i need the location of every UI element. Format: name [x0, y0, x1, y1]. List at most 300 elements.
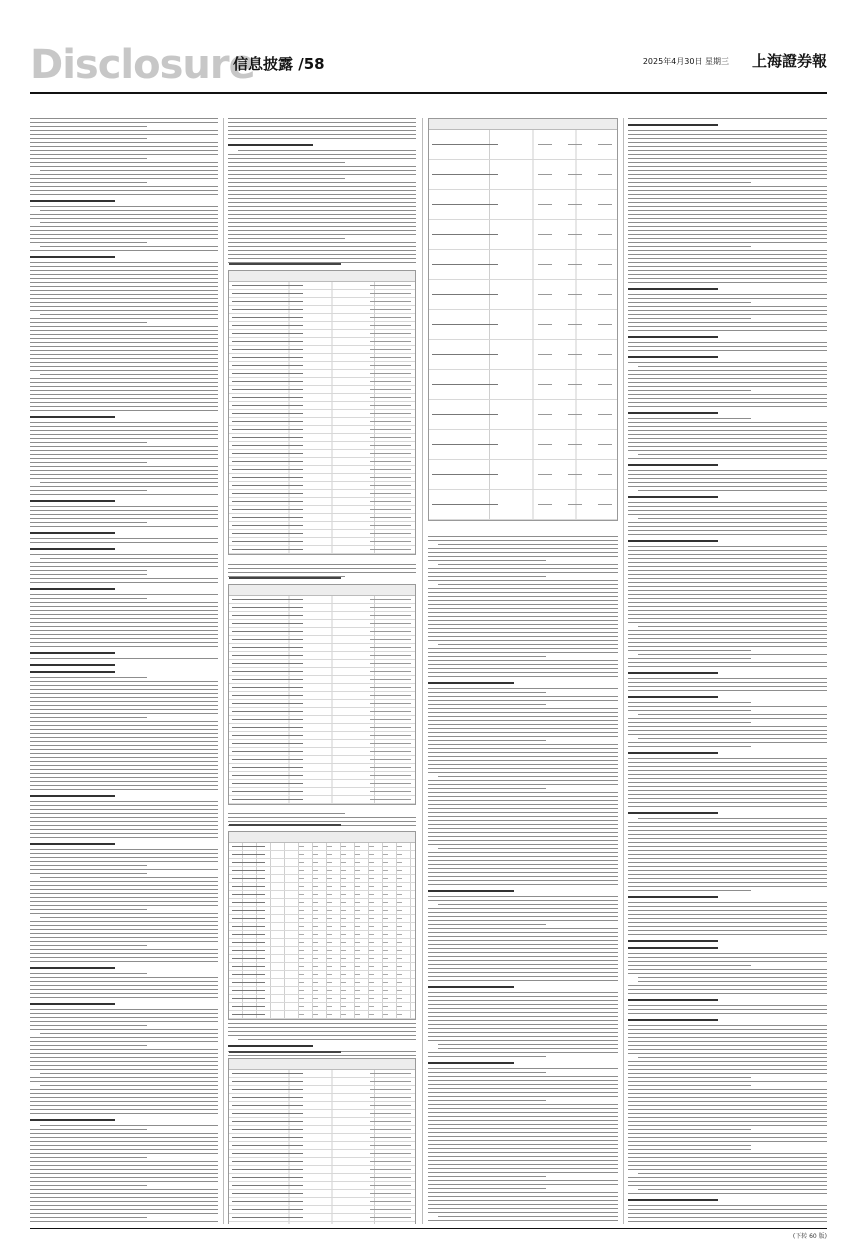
text-line — [628, 993, 827, 994]
text-line — [30, 338, 218, 339]
table-row — [229, 1182, 415, 1190]
text-line — [638, 366, 827, 367]
table-row — [229, 772, 415, 780]
text-line — [30, 1149, 218, 1150]
text-line — [628, 874, 827, 875]
text-line — [30, 857, 218, 858]
text-line — [628, 378, 827, 379]
table-row — [229, 1110, 415, 1118]
table-row — [229, 330, 415, 338]
text-line — [628, 186, 827, 187]
text-line — [638, 1189, 827, 1190]
text-line — [30, 777, 218, 778]
text-line — [428, 708, 618, 709]
text-line — [628, 1113, 827, 1114]
text-line — [628, 540, 718, 542]
text-line — [628, 570, 827, 571]
text-line — [30, 745, 218, 746]
column-2 — [228, 118, 416, 1224]
text-line — [30, 634, 218, 635]
text-line — [40, 877, 218, 878]
text-line — [628, 642, 827, 643]
body-text-block — [228, 1023, 416, 1059]
table-row — [229, 891, 415, 899]
text-line — [30, 454, 218, 455]
text-line — [30, 1069, 218, 1070]
text-line — [30, 677, 147, 678]
text-line — [228, 162, 345, 163]
text-line — [40, 482, 218, 483]
text-line — [428, 872, 618, 873]
text-line — [628, 802, 827, 803]
text-line — [628, 965, 751, 966]
text-line — [30, 358, 218, 359]
text-line — [30, 326, 218, 327]
text-line — [428, 816, 618, 817]
text-line — [30, 342, 218, 343]
text-line — [30, 881, 218, 882]
text-line — [30, 953, 218, 954]
text-line — [628, 918, 827, 919]
table-row — [229, 402, 415, 410]
text-line — [428, 852, 618, 853]
text-line — [228, 218, 416, 219]
table-row — [229, 418, 415, 426]
text-line — [30, 446, 218, 447]
table-row — [229, 1078, 415, 1086]
text-line — [628, 202, 827, 203]
text-line — [628, 1045, 827, 1046]
text-line — [428, 916, 618, 917]
text-line — [30, 1161, 218, 1162]
text-line — [30, 1197, 218, 1198]
table-row — [229, 931, 415, 939]
text-line — [628, 390, 751, 391]
text-line — [428, 682, 514, 684]
text-line — [638, 977, 827, 978]
table-row — [229, 620, 415, 628]
text-line — [30, 256, 115, 258]
text-line — [628, 658, 751, 659]
text-line — [30, 1213, 218, 1214]
text-line — [628, 1125, 827, 1126]
text-line — [30, 230, 218, 231]
text-line — [40, 1125, 218, 1126]
text-line — [228, 813, 345, 814]
text-line — [628, 742, 827, 743]
text-line — [30, 1129, 147, 1130]
text-line — [30, 602, 218, 603]
table-row — [229, 1102, 415, 1110]
text-line — [428, 1124, 618, 1125]
financial-table — [228, 1058, 416, 1224]
text-line — [30, 158, 147, 159]
text-line — [628, 262, 827, 263]
text-line — [30, 929, 218, 930]
text-line — [628, 686, 827, 687]
text-line — [228, 174, 416, 175]
table-row — [229, 947, 415, 955]
table-row — [429, 250, 617, 280]
text-line — [30, 761, 218, 762]
text-line — [30, 186, 218, 187]
text-line — [30, 322, 147, 323]
text-line — [628, 630, 827, 631]
text-line — [428, 844, 618, 845]
text-line — [30, 1177, 218, 1178]
text-line — [628, 254, 827, 255]
table-row — [229, 1190, 415, 1198]
text-line — [30, 853, 218, 854]
text-line — [428, 820, 618, 821]
text-line — [228, 1055, 416, 1056]
table-row — [229, 466, 415, 474]
text-line — [428, 692, 546, 693]
text-line — [228, 1035, 416, 1036]
text-line — [428, 976, 618, 977]
text-line — [30, 837, 218, 838]
text-line — [238, 1039, 416, 1040]
text-line — [428, 552, 618, 553]
text-line — [30, 685, 218, 686]
text-line — [628, 940, 718, 942]
text-line — [30, 554, 218, 555]
text-line — [628, 270, 827, 271]
text-line — [428, 724, 618, 725]
text-line — [228, 182, 416, 183]
column-divider — [223, 118, 224, 1224]
text-line — [628, 234, 827, 235]
text-line — [30, 386, 218, 387]
text-line — [428, 1024, 618, 1025]
text-line — [628, 546, 827, 547]
text-line — [438, 1048, 618, 1049]
table-row — [229, 474, 415, 482]
text-line — [628, 947, 718, 949]
text-line — [628, 562, 827, 563]
table-row — [229, 538, 415, 546]
text-line — [228, 214, 416, 215]
text-line — [428, 804, 618, 805]
text-line — [30, 510, 218, 511]
text-line — [428, 1140, 618, 1141]
table-row — [429, 160, 617, 190]
text-line — [30, 274, 218, 275]
text-line — [30, 749, 218, 750]
text-line — [30, 142, 218, 143]
table-row — [229, 971, 415, 979]
text-line — [628, 496, 718, 498]
text-line — [30, 905, 218, 906]
text-line — [30, 893, 218, 894]
text-line — [628, 866, 827, 867]
text-line — [30, 286, 218, 287]
text-line — [628, 534, 827, 535]
text-line — [30, 1049, 218, 1050]
text-line — [30, 134, 218, 135]
text-line — [30, 618, 218, 619]
text-line — [30, 138, 147, 139]
text-line — [428, 556, 618, 557]
text-line — [428, 1108, 618, 1109]
text-line — [628, 326, 827, 327]
text-line — [30, 1193, 218, 1194]
text-line — [40, 314, 218, 315]
table-row — [229, 1214, 415, 1222]
text-line — [30, 1013, 218, 1014]
text-line — [30, 1201, 218, 1202]
text-line — [428, 1100, 546, 1101]
text-line — [628, 138, 827, 139]
text-line — [628, 774, 827, 775]
text-line — [628, 1209, 827, 1210]
text-line — [30, 813, 218, 814]
text-line — [628, 446, 827, 447]
table-row — [229, 612, 415, 620]
text-line — [30, 146, 218, 147]
text-line — [428, 636, 618, 637]
text-line — [628, 858, 827, 859]
text-line — [40, 170, 218, 171]
text-line — [428, 796, 618, 797]
text-line — [30, 250, 218, 251]
text-line — [628, 242, 827, 243]
text-line — [628, 838, 827, 839]
table-row — [229, 676, 415, 684]
text-line — [628, 957, 827, 958]
text-line — [628, 278, 827, 279]
text-line — [628, 198, 827, 199]
text-line — [628, 678, 827, 679]
text-line — [40, 558, 218, 559]
text-line — [40, 1033, 218, 1034]
text-line — [428, 728, 618, 729]
text-line — [30, 865, 147, 866]
text-line — [428, 568, 618, 569]
text-line — [30, 238, 218, 239]
text-line — [628, 973, 827, 974]
text-line — [628, 124, 718, 126]
text-line — [30, 1093, 218, 1094]
text-line — [628, 590, 827, 591]
text-line — [228, 254, 416, 255]
text-line — [30, 1017, 218, 1018]
text-line — [40, 1085, 218, 1086]
text-line — [30, 594, 218, 595]
table-row — [429, 190, 617, 220]
text-line — [228, 194, 416, 195]
text-line — [30, 1109, 218, 1110]
text-line — [628, 758, 827, 759]
text-line — [228, 134, 416, 135]
text-line — [628, 752, 718, 754]
table-row — [229, 1222, 415, 1224]
text-line — [30, 1057, 218, 1058]
table-row — [229, 692, 415, 700]
text-line — [628, 336, 718, 338]
text-line — [228, 564, 416, 565]
text-line — [228, 130, 416, 131]
text-line — [428, 1016, 618, 1017]
table-row — [229, 386, 415, 394]
text-line — [628, 478, 827, 479]
table-row — [229, 1126, 415, 1134]
text-line — [628, 426, 827, 427]
text-line — [228, 190, 416, 191]
table-row — [229, 668, 415, 676]
text-line — [628, 1161, 827, 1162]
table-row — [229, 756, 415, 764]
text-line — [30, 977, 218, 978]
text-line — [30, 765, 218, 766]
text-line — [30, 1053, 218, 1054]
text-line — [628, 1217, 827, 1218]
text-line — [30, 532, 115, 534]
text-line — [30, 1189, 218, 1190]
text-line — [228, 186, 416, 187]
text-line — [30, 638, 218, 639]
text-line — [628, 922, 827, 923]
text-line — [228, 144, 313, 146]
text-line — [228, 1023, 416, 1024]
text-line — [428, 890, 514, 892]
text-line — [30, 1097, 218, 1098]
text-line — [428, 1152, 618, 1153]
table-row — [229, 530, 415, 538]
text-line — [438, 1044, 618, 1045]
table-row — [229, 1003, 415, 1011]
text-line — [30, 370, 218, 371]
text-line — [428, 1168, 618, 1169]
text-line — [438, 584, 618, 585]
text-line — [428, 720, 618, 721]
text-line — [30, 795, 115, 797]
text-line — [428, 1012, 618, 1013]
text-line — [628, 450, 827, 451]
table-row — [229, 370, 415, 378]
table-row — [229, 875, 415, 883]
text-line — [30, 829, 218, 830]
text-line — [628, 294, 827, 295]
text-line — [30, 310, 218, 311]
text-line — [228, 166, 416, 167]
text-line — [628, 1109, 827, 1110]
table-row — [229, 660, 415, 668]
text-line — [628, 1221, 827, 1222]
text-line — [30, 652, 115, 654]
table-row — [229, 1150, 415, 1158]
text-line — [428, 1096, 618, 1097]
table-row — [229, 740, 415, 748]
text-line — [30, 162, 218, 163]
text-line — [428, 744, 618, 745]
text-line — [30, 334, 218, 335]
text-line — [30, 713, 218, 714]
text-line — [30, 234, 218, 235]
text-line — [628, 878, 827, 879]
text-line — [628, 1133, 827, 1134]
text-line — [628, 1105, 827, 1106]
text-line — [30, 406, 218, 407]
text-line — [428, 968, 618, 969]
text-line — [428, 540, 618, 541]
text-line — [628, 622, 827, 623]
issue-date: 2025年4月30日 星期三 — [642, 57, 729, 66]
text-line — [30, 422, 218, 423]
text-line — [428, 560, 546, 561]
text-line — [628, 238, 827, 239]
text-line — [30, 614, 218, 615]
text-line — [628, 798, 827, 799]
text-line — [628, 322, 827, 323]
text-line — [228, 226, 416, 227]
text-line — [628, 142, 827, 143]
table-row — [229, 843, 415, 851]
table-row — [229, 899, 415, 907]
text-line — [30, 1169, 218, 1170]
text-line — [628, 318, 751, 319]
table-row — [429, 490, 617, 520]
table-row — [229, 979, 415, 987]
text-line — [438, 776, 618, 777]
table-row — [229, 628, 415, 636]
text-line — [30, 526, 218, 527]
text-line — [628, 934, 827, 935]
table-row — [229, 732, 415, 740]
table-row — [229, 290, 415, 298]
text-line — [228, 198, 416, 199]
text-line — [628, 890, 751, 891]
text-line — [628, 1101, 827, 1102]
text-line — [628, 1129, 751, 1130]
text-line — [628, 896, 718, 898]
text-line — [30, 873, 147, 874]
table-row — [229, 354, 415, 362]
text-line — [628, 790, 827, 791]
text-line — [428, 992, 618, 993]
text-line — [628, 1041, 827, 1042]
text-line — [30, 1065, 218, 1066]
text-line — [428, 1196, 618, 1197]
text-line — [30, 200, 115, 202]
text-line — [30, 913, 218, 914]
text-line — [628, 522, 827, 523]
text-line — [30, 130, 218, 131]
text-line — [428, 964, 618, 965]
text-line — [628, 486, 827, 487]
text-line — [628, 766, 827, 767]
text-line — [30, 442, 147, 443]
text-line — [428, 760, 618, 761]
text-line — [638, 454, 827, 455]
table-row — [229, 410, 415, 418]
table-row — [229, 506, 415, 514]
text-line — [428, 736, 618, 737]
text-line — [428, 1172, 618, 1173]
text-line — [428, 980, 618, 981]
text-line — [228, 242, 416, 243]
table-row — [429, 340, 617, 370]
text-line — [628, 1153, 827, 1154]
text-line — [228, 246, 416, 247]
text-line — [628, 298, 827, 299]
text-line — [428, 952, 618, 953]
text-line — [628, 985, 827, 986]
text-line — [30, 1081, 218, 1082]
table-row — [229, 1166, 415, 1174]
text-line — [228, 206, 416, 207]
text-line — [30, 909, 147, 910]
